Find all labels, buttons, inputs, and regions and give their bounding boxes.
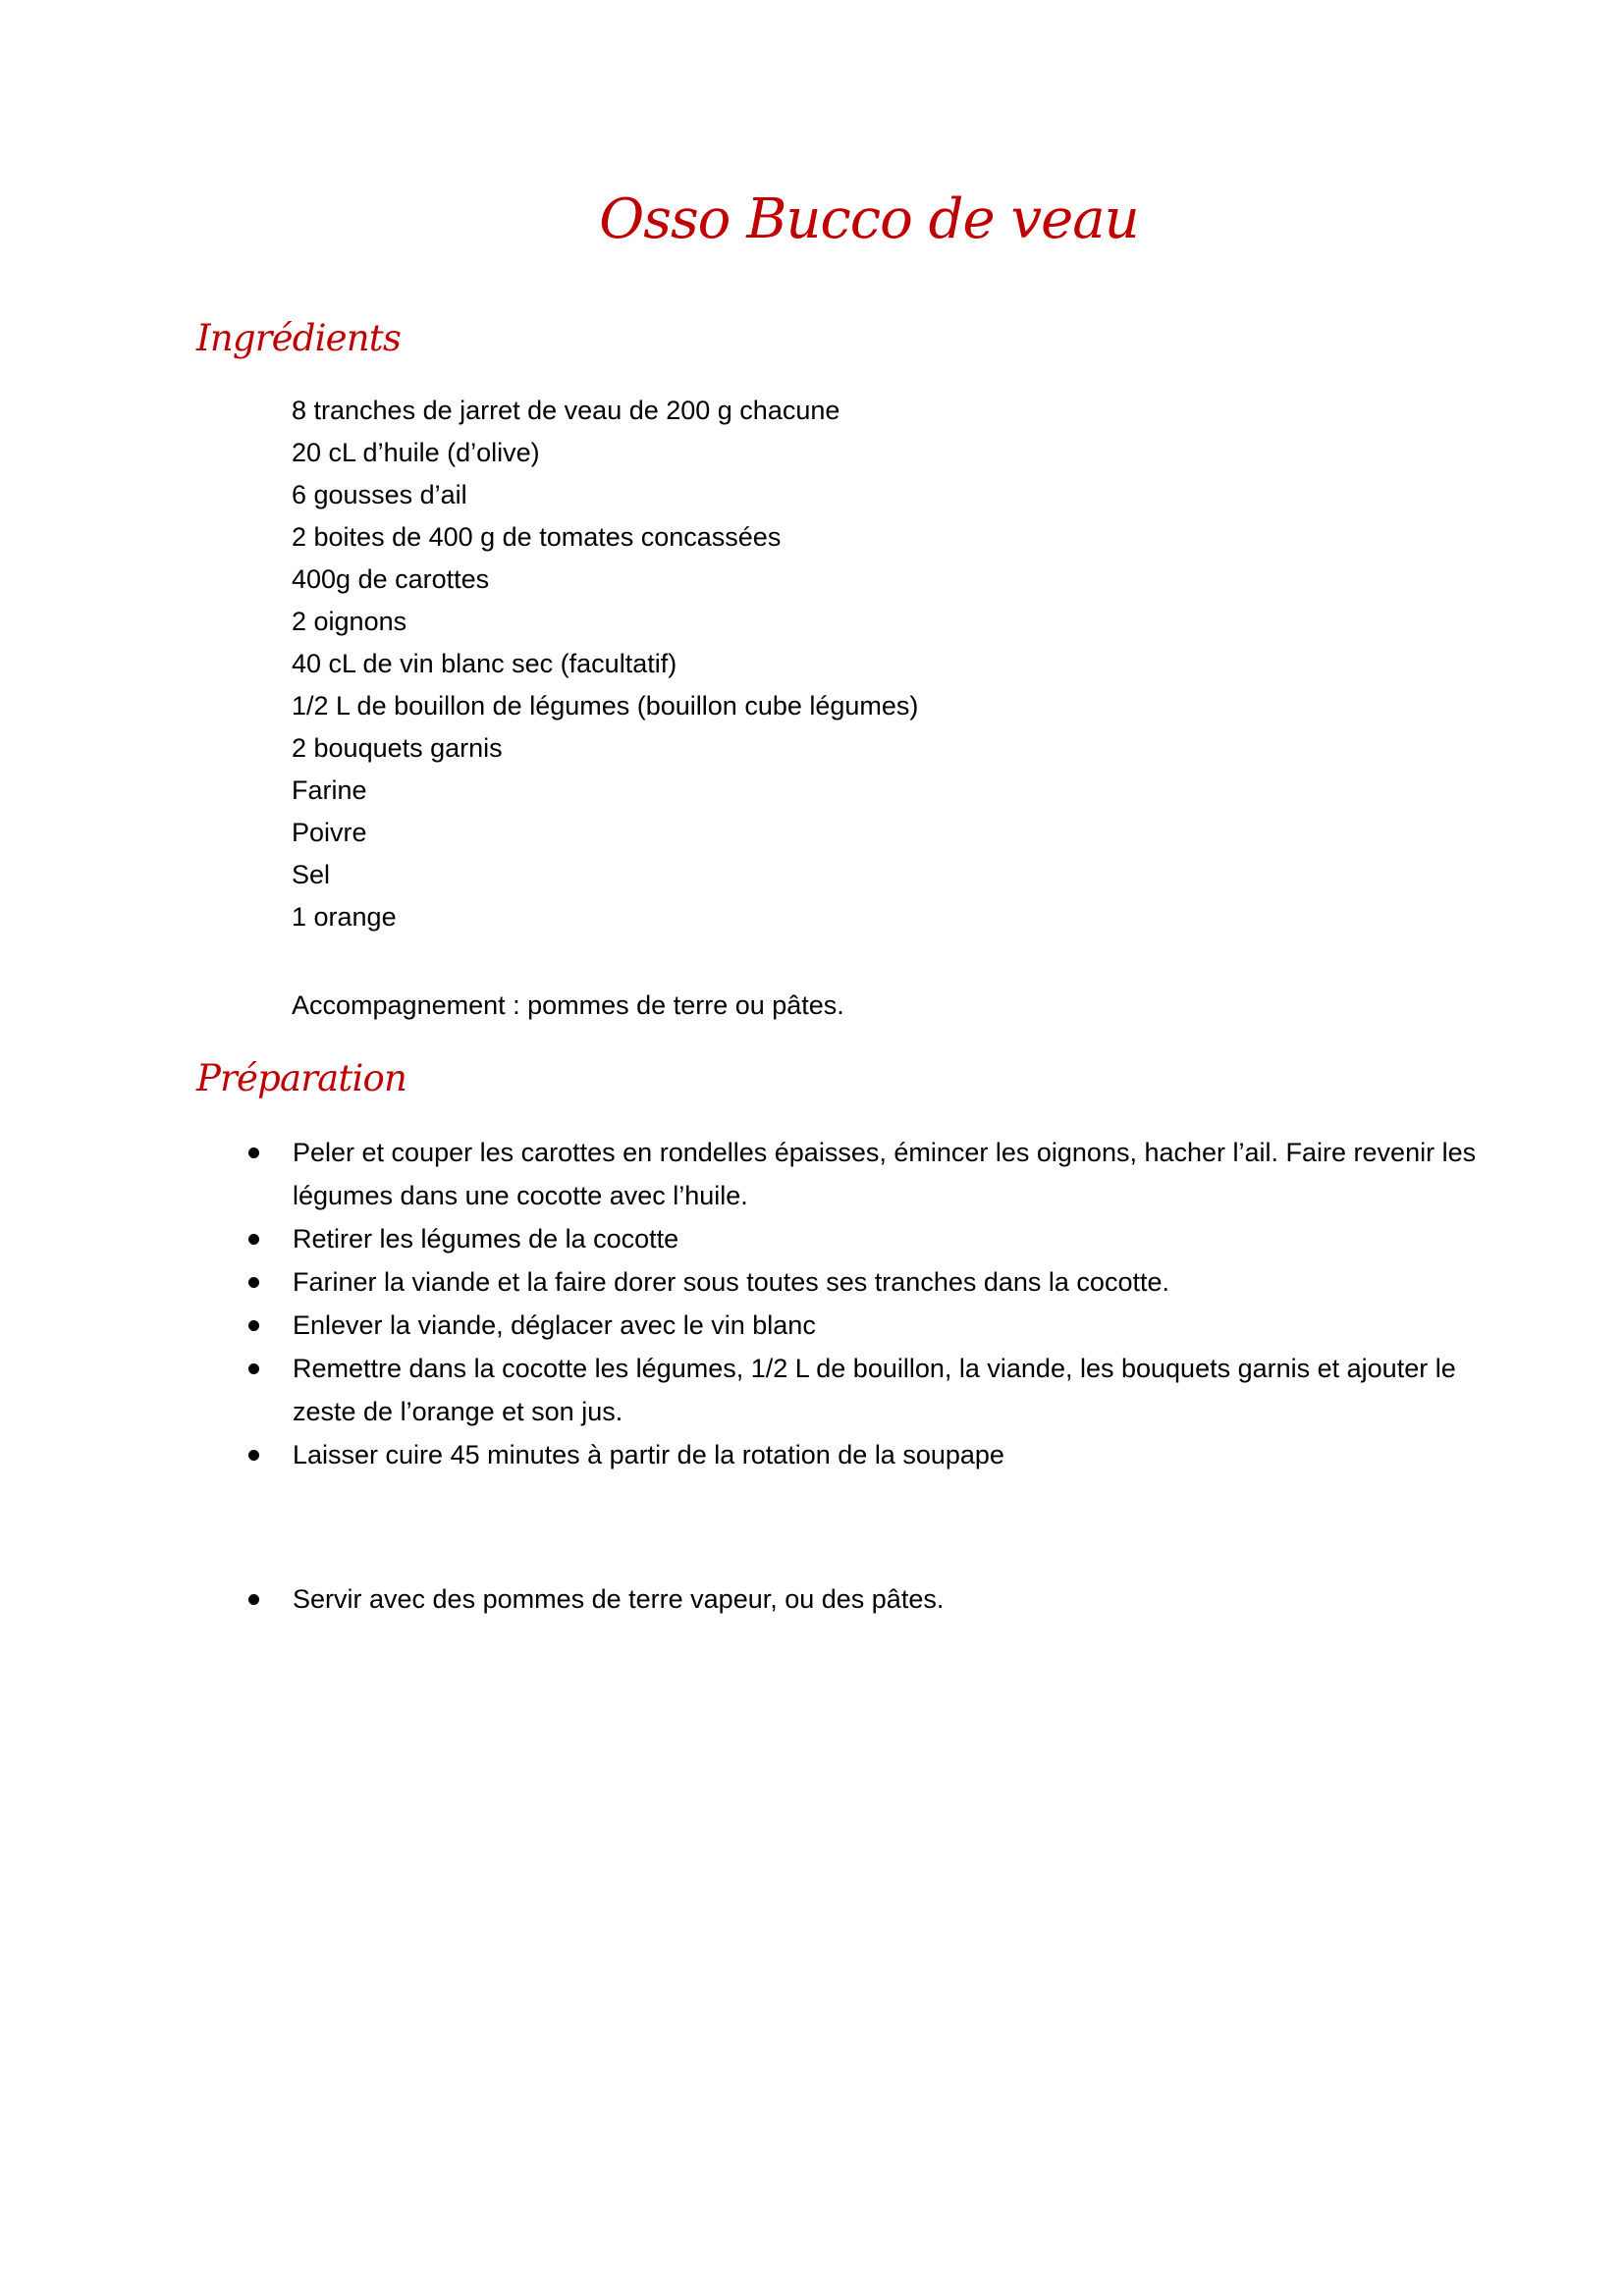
bullet-icon <box>248 1234 259 1245</box>
ingredient-item: 2 oignons <box>292 607 407 636</box>
ingredients-heading: Ingrédients <box>196 317 402 359</box>
step-text: Laisser cuire 45 minutes à partir de la rotation de la soupape <box>293 1440 1004 1469</box>
ingredient-item: 20 cL d’huile (d’olive) <box>292 438 540 467</box>
preparation-steps <box>243 1131 1519 1476</box>
ingredient-item: 1/2 L de bouillon de légumes (bouillon cube légumes) <box>292 691 919 721</box>
bullet-icon <box>248 1594 259 1605</box>
ingredient-item: 1 orange <box>292 902 397 932</box>
preparation-step <box>243 1347 1519 1433</box>
bullet-icon <box>248 1148 259 1158</box>
ingredients-list <box>292 390 918 938</box>
step-text: Servir avec des pommes de terre vapeur, ou des pâtes. <box>293 1584 945 1614</box>
final-step-list <box>243 1577 1519 1621</box>
step-text: Retirer les légumes de la cocotte <box>293 1224 679 1254</box>
step-text: Peler et couper les carottes en rondelles épaisses, émincer les oignons, hacher l’ail. Faire revenir les légumes dans une cocotte avec l’huile. <box>293 1138 1477 1210</box>
bullet-icon <box>248 1277 259 1288</box>
preparation-step <box>243 1131 1519 1217</box>
step-text: Enlever la viande, déglacer avec le vin blanc <box>293 1310 816 1340</box>
ingredient-item: 2 boites de 400 g de tomates concassées <box>292 522 782 552</box>
preparation-step <box>243 1304 1519 1347</box>
preparation-step <box>243 1217 1519 1260</box>
bullet-icon <box>248 1363 259 1374</box>
recipe-title: Osso Bucco de veau <box>599 187 1139 251</box>
preparation-step-final <box>243 1577 1519 1621</box>
step-text: Remettre dans la cocotte les légumes, 1/2 L de bouillon, la viande, les bouquets garnis et ajouter le zeste de l’orange et son jus. <box>293 1354 1456 1426</box>
bullet-icon <box>248 1320 259 1331</box>
ingredient-item: Poivre <box>292 818 367 847</box>
bullet-icon <box>248 1450 259 1461</box>
preparation-heading: Préparation <box>196 1057 406 1099</box>
ingredient-item: 8 tranches de jarret de veau de 200 g chacune <box>292 396 840 425</box>
accompaniment-note: Accompagnement : pommes de terre ou pâtes. <box>292 990 844 1020</box>
ingredient-item: 400g de carottes <box>292 564 490 594</box>
ingredient-item: 40 cL de vin blanc sec (facultatif) <box>292 649 677 678</box>
step-text: Fariner la viande et la faire dorer sous toutes ses tranches dans la cocotte. <box>293 1267 1169 1297</box>
ingredient-item: 2 bouquets garnis <box>292 733 503 763</box>
preparation-step <box>243 1433 1519 1476</box>
ingredient-item: Sel <box>292 860 331 889</box>
ingredient-item: 6 gousses d’ail <box>292 480 467 509</box>
preparation-step <box>243 1260 1519 1304</box>
ingredient-item: Farine <box>292 775 367 805</box>
